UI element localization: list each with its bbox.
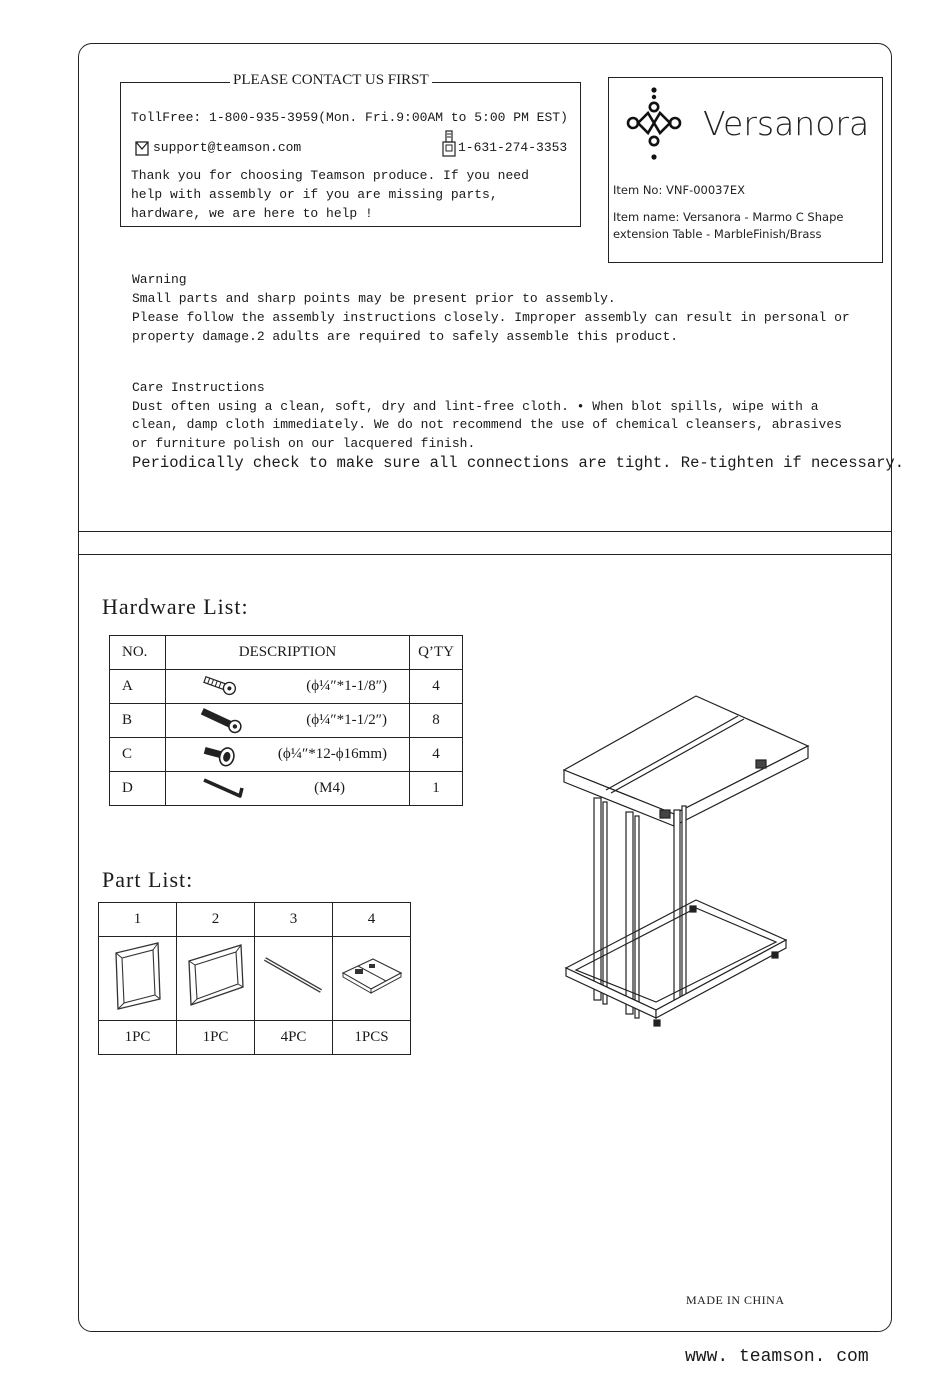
hardware-description [166, 738, 410, 772]
part-image-cell [177, 937, 255, 1021]
made-in-china-label: MADE IN CHINA [686, 1293, 785, 1307]
hardware-row [110, 670, 463, 704]
hardware-header-row [110, 636, 463, 670]
website-link[interactable]: www. teamson. com [685, 1347, 869, 1367]
c-table-illustration [556, 690, 816, 1045]
warning-heading: Warning [132, 272, 187, 287]
phone-icon [442, 130, 456, 163]
hardware-heading: Hardware List: [102, 594, 249, 619]
item-name-2: extension Table - MarbleFinish/Brass [613, 227, 822, 241]
periodic-check-text: Periodically check to make sure all connections are tight. Re-tighten if necessary. [132, 454, 905, 472]
frame-square-icon [108, 939, 168, 1013]
hardware-qty: 1 [410, 772, 463, 806]
care-line-1: Dust often using a clean, soft, dry and lint-free cloth. • When blot spills, wipe with a [132, 399, 819, 414]
header-qty: Q’TY [410, 636, 463, 670]
care-heading: Care Instructions [132, 380, 265, 395]
header-description: DESCRIPTION [166, 636, 410, 670]
item-number: Item No: VNF-00037EX [613, 183, 745, 197]
hardware-row [110, 738, 463, 772]
frame-rect-icon [185, 943, 247, 1009]
part-number: 2 [177, 903, 255, 937]
warning-line-2: Please follow the assembly instructions closely. Improper assembly can result in personal or [132, 310, 850, 325]
part-list-heading: Part List: [102, 867, 194, 892]
part-table [98, 902, 411, 1055]
hardware-size: (ϕ¼″*12-ϕ16mm) [277, 746, 387, 762]
hardware-size: (M4) [314, 780, 345, 796]
contact-message-3: hardware, we are here to help ! [131, 206, 373, 221]
email-link[interactable]: support@teamson.com [153, 140, 302, 155]
care-line-2: clean, damp cloth immediately. We do not recommend the use of chemical cleansers, abrasives [132, 417, 842, 432]
part-qty: 1PC [99, 1021, 177, 1055]
part-qty: 1PCS [333, 1021, 411, 1055]
part-qty: 1PC [177, 1021, 255, 1055]
hardware-description [166, 670, 410, 704]
warning-line-3: property damage.2 adults are required to safely assemble this product. [132, 329, 679, 344]
divider-bottom [78, 554, 892, 555]
hardware-description [166, 772, 410, 806]
brand-name: Versanora [703, 104, 870, 143]
hardware-table [109, 635, 463, 806]
hardware-size: (ϕ¼″*1-1/8″) [306, 678, 387, 694]
header-no: NO. [110, 636, 166, 670]
mail-icon [135, 140, 149, 161]
hardware-row [110, 772, 463, 806]
bolt-icon [200, 673, 240, 702]
item-name-1: Item name: Versanora - Marmo C Shape [613, 210, 844, 224]
part-image-cell [333, 937, 411, 1021]
long-bolt-icon [200, 707, 244, 740]
hardware-no: A [110, 670, 166, 704]
hardware-qty: 8 [410, 704, 463, 738]
part-image-row [99, 937, 411, 1021]
contact-message-1: Thank you for choosing Teamson produce. If you need [131, 168, 529, 183]
part-number: 4 [333, 903, 411, 937]
hardware-qty: 4 [410, 738, 463, 772]
allen-key-icon [202, 776, 248, 807]
hardware-no: B [110, 704, 166, 738]
hardware-row [110, 704, 463, 738]
part-qty-row [99, 1021, 411, 1055]
warning-line-1: Small parts and sharp points may be present prior to assembly. [132, 291, 616, 306]
divider-top [78, 531, 892, 532]
part-number-row [99, 903, 411, 937]
part-number: 3 [255, 903, 333, 937]
part-qty: 4PC [255, 1021, 333, 1055]
rod-icon [261, 953, 327, 999]
care-line-3: or furniture polish on our lacquered finish. [132, 436, 476, 451]
part-image-cell [99, 937, 177, 1021]
tollfree-text: TollFree: 1-800-935-3959(Mon. Fri.9:00AM to 5:00 PM EST) [131, 110, 568, 125]
part-number: 1 [99, 903, 177, 937]
hardware-size: (ϕ¼″*1-1/2″) [306, 712, 387, 728]
hardware-no: D [110, 772, 166, 806]
contact-message-2: help with assembly or if you are missing parts, [131, 187, 498, 202]
tabletop-icon [339, 951, 405, 1001]
hardware-no: C [110, 738, 166, 772]
part-image-cell [255, 937, 333, 1021]
contact-title: PLEASE CONTACT US FIRST [230, 72, 432, 89]
hardware-description [166, 704, 410, 738]
phone-number: 1-631-274-3353 [458, 140, 568, 155]
hardware-qty: 4 [410, 670, 463, 704]
versanora-logo-icon [624, 86, 684, 167]
wheel-bolt-icon [200, 741, 240, 774]
